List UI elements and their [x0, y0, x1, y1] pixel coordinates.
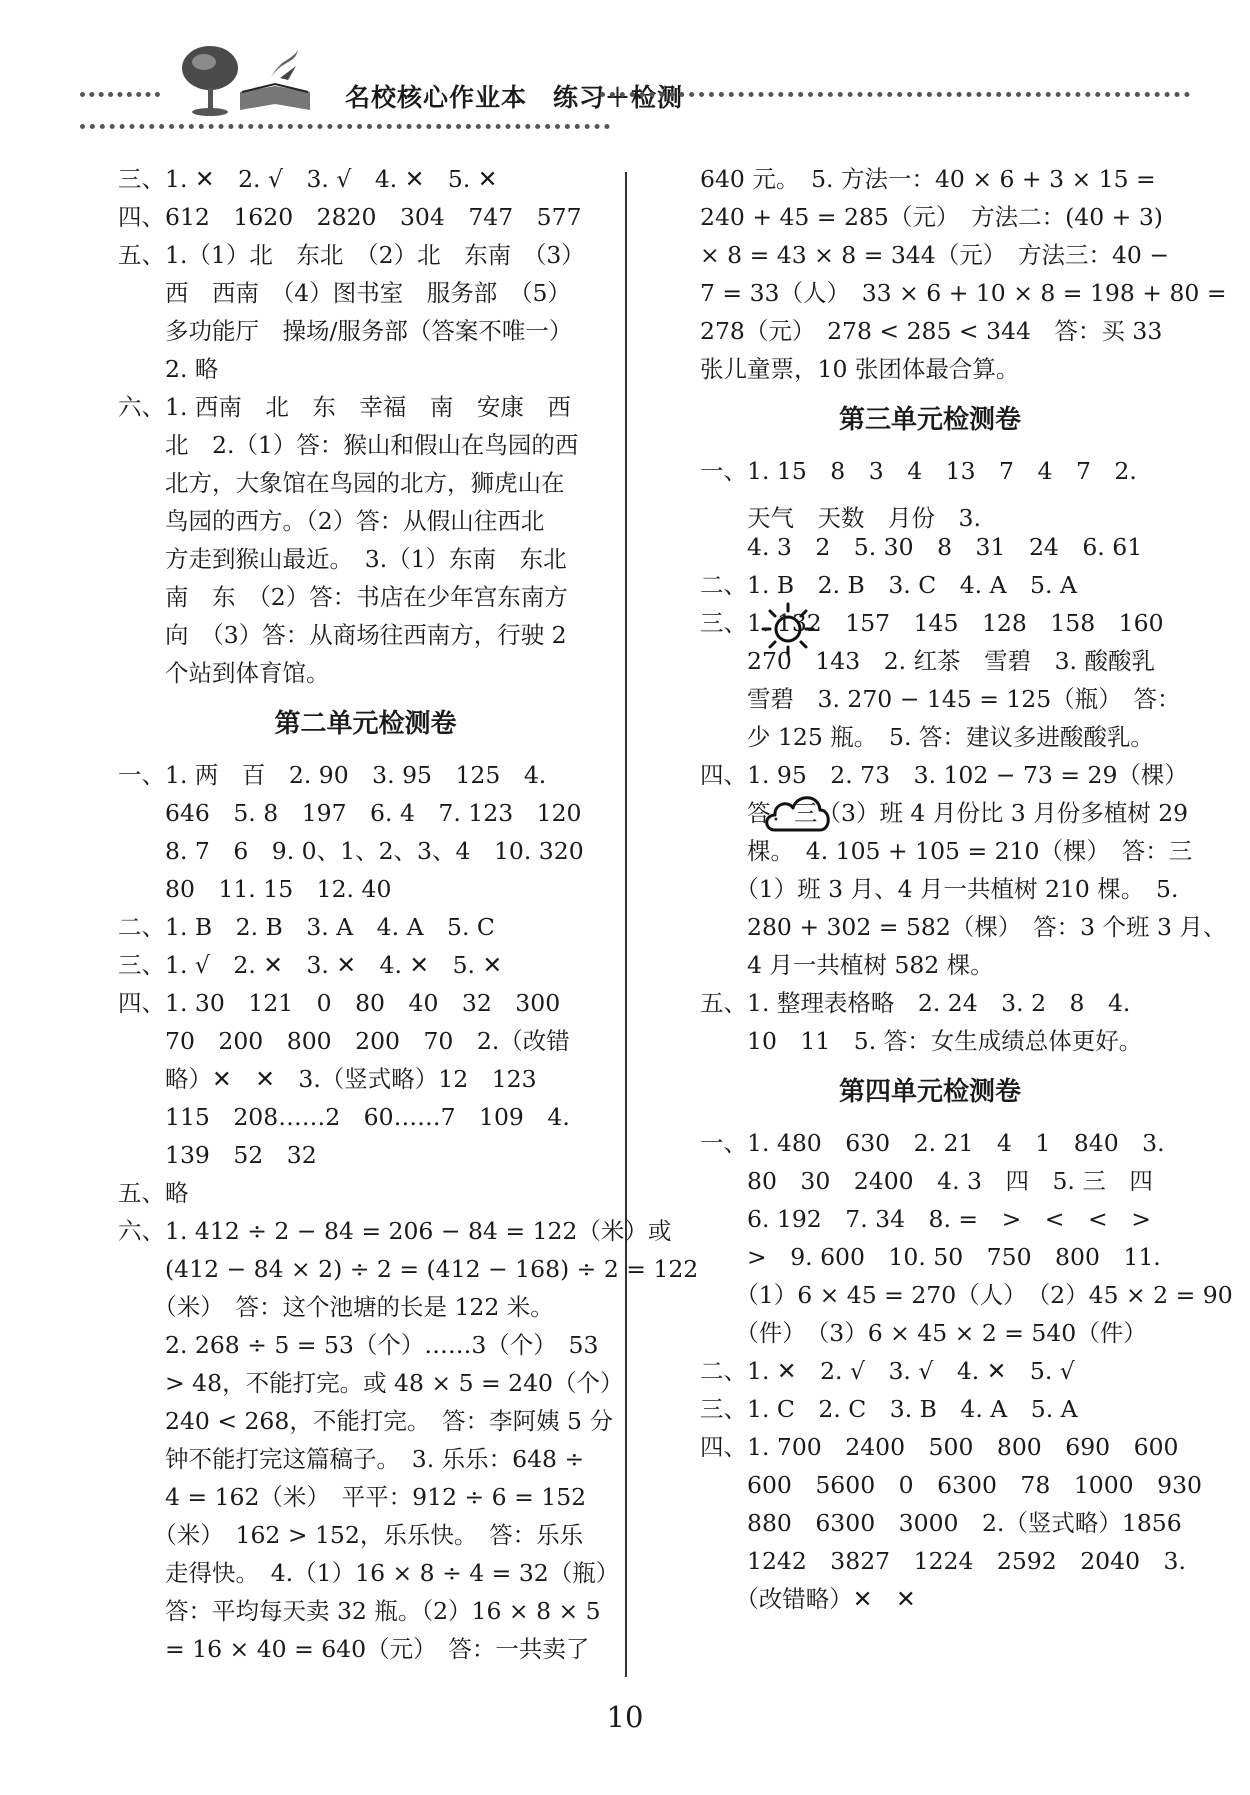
answer-line: （1）6 × 45 = 270（人） （2）45 × 2 = 90	[700, 1281, 1233, 1309]
answer-line: 4 月一共植树 582 棵。	[700, 951, 994, 979]
section-title: 第二单元检测卷	[274, 709, 457, 739]
answer-line-weather	[700, 490, 1160, 532]
answer-line: 270 143 2. 红茶 雪碧 3. 酸酸乳	[700, 647, 1155, 675]
answer-line: 8. 7 6 9. 0、1、2、3、4 10. 320	[118, 837, 584, 865]
answer-line: 二、1. B 2. B 3. A 4. A 5. C	[118, 913, 495, 941]
answer-line: 方走到猴山最近。 3.（1）东南 东北	[118, 545, 567, 573]
answer-line: 240 < 268，不能打完。 答：李阿姨 5 分	[118, 1407, 613, 1435]
answer-line: 80 11. 15 12. 40	[118, 875, 392, 903]
answer-line: 640 元。 5. 方法一：40 × 6 + 3 × 15 =	[700, 165, 1156, 193]
answer-line: 三、1. ✕ 2. √ 3. √ 4. ✕ 5. ✕	[118, 165, 498, 193]
right-column	[700, 160, 1233, 1618]
answer-line: 4. 3 2 5. 30 8 31 24 6. 61	[700, 533, 1143, 561]
answer-line: 240 + 45 = 285（元） 方法二：(40 + 3)	[700, 203, 1163, 231]
section-title: 第四单元检测卷	[838, 1077, 1021, 1107]
answer-line: 五、略	[118, 1179, 189, 1207]
answer-line: 二、1. B 2. B 3. C 4. A 5. A	[700, 571, 1077, 599]
header-dots-bottom	[80, 124, 610, 129]
series-title: 名校核心作业本 练习＋检测	[345, 83, 684, 112]
answer-line: （改错略）✕ ✕	[700, 1585, 916, 1613]
answer-line: 南 东 （2）答：书店在少年宫东南方	[118, 583, 568, 611]
answer-line: 多功能厅 操场/服务部（答案不唯一）	[118, 317, 573, 345]
answer-line: 一、1. 15 8 3 4 13 7 4 7 2.	[700, 457, 1137, 485]
answer-line: 五、1. 整理表格略 2. 24 3. 2 8 4.	[700, 989, 1131, 1017]
answer-line: 880 6300 3000 2.（竖式略）1856	[700, 1509, 1182, 1537]
answer-line: 278（元） 278 < 285 < 344 答：买 33	[700, 317, 1163, 345]
page-header	[80, 40, 1190, 130]
answer-line: 鸟园的西方。（2）答：从假山往西北	[118, 507, 545, 535]
left-column	[118, 160, 699, 1668]
answer-line: 钟不能打完这篇稿子。 3. 乐乐：648 ÷	[118, 1445, 585, 1473]
answer-line: 六、1. 412 ÷ 2 − 84 = 206 − 84 = 122（米）或	[118, 1217, 672, 1245]
answer-line: 646 5. 8 197 6. 4 7. 123 120	[118, 799, 582, 827]
answer-line: × 8 = 43 × 8 = 344（元） 方法三：40 −	[700, 241, 1170, 269]
answer-line: 六、1. 西南 北 东 幸福 南 安康 西	[118, 393, 571, 421]
answer-line: （1）班 3 月、4 月一共植树 210 棵。 5.	[700, 875, 1179, 903]
answer-line: 80 30 2400 4. 3 四 5. 三 四	[700, 1167, 1153, 1195]
answer-line: 北 2.（1）答：猴山和假山在鸟园的西	[118, 431, 579, 459]
answer-line: 2. 268 ÷ 5 = 53（个）……3（个） 53	[118, 1331, 599, 1359]
answer-line: 7 = 33（人） 33 × 6 + 10 × 8 = 198 + 80 =	[700, 279, 1227, 307]
answer-line: 2. 略	[118, 355, 219, 383]
answer-line: 少 125 瓶。 5. 答：建议多进酸酸乳。	[700, 723, 1154, 751]
answer-line: （件） （3）6 × 45 × 2 = 540（件）	[700, 1319, 1147, 1347]
answer-line-text: 天气 天数 月份 3.	[700, 504, 981, 532]
answer-line: 四、1. 700 2400 500 800 690 600	[700, 1433, 1179, 1461]
answer-line: 6. 192 7. 34 8. = > < < >	[700, 1205, 1151, 1233]
answer-line: 三、1. C 2. C 3. B 4. A 5. A	[700, 1395, 1078, 1423]
answer-line: > 48，不能打完。或 48 × 5 = 240（个）	[118, 1369, 624, 1397]
answer-line: 四、1. 30 121 0 80 40 32 300	[118, 989, 561, 1017]
answer-line: 略）✕ ✕ 3.（竖式略）12 123	[118, 1065, 537, 1093]
answer-line: > 9. 600 10. 50 750 800 11.	[700, 1243, 1161, 1271]
answer-line: 向 （3）答：从商场往西南方，行驶 2	[118, 621, 567, 649]
answer-line: 西 西南 （4）图书室 服务部 （5）	[118, 279, 571, 307]
answer-line: （米） 162 > 152，乐乐快。 答：乐乐	[118, 1521, 584, 1549]
answer-line: 五、1.（1）北 东北 （2）北 东南 （3）	[118, 241, 585, 269]
answer-line: 600 5600 0 6300 78 1000 930	[700, 1471, 1202, 1499]
answer-line: 10 11 5. 答：女生成绩总体更好。	[700, 1027, 1143, 1055]
answer-line: 棵。 4. 105 + 105 = 210（棵） 答：三	[700, 837, 1193, 865]
answer-line: 个站到体育馆。	[118, 659, 330, 687]
answer-line: 四、1. 95 2. 73 3. 102 − 73 = 29（棵）	[700, 761, 1188, 789]
answer-line: 三、1. √ 2. ✕ 3. ✕ 4. ✕ 5. ✕	[118, 951, 503, 979]
answer-line: 一、1. 480 630 2. 21 4 1 840 3.	[700, 1129, 1165, 1157]
answer-line: 四、612 1620 2820 304 747 577	[118, 203, 582, 231]
answer-line: 张儿童票，10 张团体最合算。	[700, 355, 1020, 383]
section-title: 第三单元检测卷	[838, 405, 1021, 435]
answer-line: 115 208……2 60……7 109 4.	[118, 1103, 570, 1131]
answer-line: (412 − 84 × 2) ÷ 2 = (412 − 168) ÷ 2 = 122	[118, 1255, 699, 1283]
lamp-books-logo	[170, 40, 320, 118]
answer-line: 1242 3827 1224 2592 2040 3.	[700, 1547, 1186, 1575]
answer-line: = 16 × 40 = 640（元） 答：一共卖了	[118, 1635, 590, 1663]
answer-line: 答：三（3）班 4 月份比 3 月份多植树 29	[700, 799, 1189, 827]
answer-line: 答：平均每天卖 32 瓶。（2）16 × 8 × 5	[118, 1597, 601, 1625]
answer-line: 走得快。 4.（1）16 × 8 ÷ 4 = 32（瓶）	[118, 1559, 620, 1587]
answer-line: 北方，大象馆在鸟园的北方，狮虎山在	[118, 469, 565, 497]
answer-line: 280 + 302 = 582（棵） 答：3 个班 3 月、	[700, 913, 1227, 941]
answer-line: 139 52 32	[118, 1141, 317, 1169]
answer-line: 雪碧 3. 270 − 145 = 125（瓶） 答：	[700, 685, 1181, 713]
answer-line: 一、1. 两 百 2. 90 3. 95 125 4.	[118, 761, 547, 789]
answer-line: 4 = 162（米） 平平：912 ÷ 6 = 152	[118, 1483, 587, 1511]
page-number: 10	[606, 1700, 644, 1734]
column-divider	[625, 172, 627, 1677]
answer-line: （米） 答：这个池塘的长是 122 米。	[118, 1293, 554, 1321]
answer-line: 二、1. ✕ 2. √ 3. √ 4. ✕ 5. √	[700, 1357, 1075, 1385]
header-dots-right	[600, 92, 1190, 97]
header-dots-left	[80, 92, 160, 97]
answer-line: 三、1. 132 157 145 128 158 160	[700, 609, 1164, 637]
answer-line: 70 200 800 200 70 2.（改错	[118, 1027, 570, 1055]
